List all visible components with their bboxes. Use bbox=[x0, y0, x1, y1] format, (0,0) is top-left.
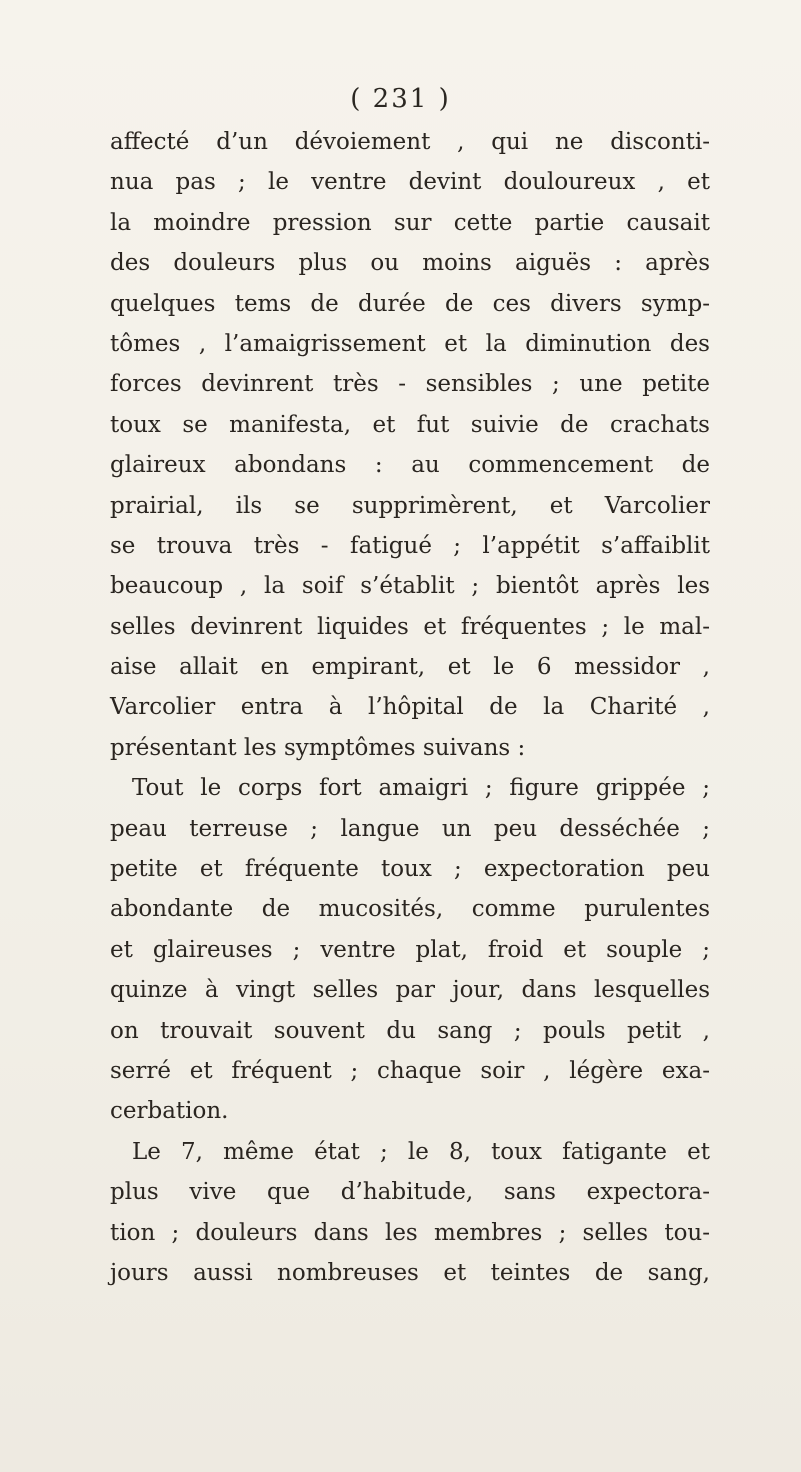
text-line: glaireux abondans : au commencement de bbox=[110, 452, 710, 479]
text-line: petite et fréquente toux ; expectoration peu bbox=[110, 856, 710, 883]
text-line: quinze à vingt selles par jour, dans lesquelles bbox=[110, 977, 710, 1004]
text-line: Tout le corps fort amaigri ; figure grippée ; bbox=[132, 775, 710, 802]
text-line: quelques tems de durée de ces divers symp- bbox=[110, 290, 710, 317]
text-line: se trouva très - fatigué ; l’appétit s’affaiblit bbox=[110, 532, 710, 559]
text-line: cerbation. bbox=[110, 1098, 229, 1125]
text-line: nua pas ; le ventre devint douloureux , et bbox=[110, 169, 710, 196]
text-line: des douleurs plus ou moins aiguës : après bbox=[110, 250, 710, 277]
text-line: jours aussi nombreuses et teintes de sang, bbox=[110, 1259, 710, 1286]
text-line: abondante de mucosités, comme purulentes bbox=[110, 896, 710, 923]
text-line: forces devinrent très - sensibles ; une petite bbox=[110, 371, 710, 398]
body-text bbox=[110, 122, 710, 1293]
text-line: Varcolier entra à l’hôpital de la Charité , bbox=[110, 694, 710, 721]
text-line: présentant les symptômes suivans : bbox=[110, 734, 526, 761]
text-line: toux se manifesta, et fut suivie de crachats bbox=[110, 411, 710, 438]
text-line: beaucoup , la soif s’établit ; bientôt après les bbox=[110, 573, 710, 600]
text-line: tômes , l’amaigrissement et la diminution des bbox=[110, 330, 710, 357]
text-line: et glaireuses ; ventre plat, froid et souple ; bbox=[110, 936, 710, 963]
text-line: affecté d’un dévoiement , qui ne disconti- bbox=[110, 129, 710, 155]
text-line: on trouvait souvent du sang ; pouls petit , bbox=[110, 1017, 710, 1044]
text-line: tion ; douleurs dans les membres ; selles tou- bbox=[110, 1219, 710, 1246]
page-number: ( 231 ) bbox=[350, 84, 451, 114]
text-line: Le 7, même état ; le 8, toux fatigante et bbox=[132, 1138, 710, 1165]
text-line: peau terreuse ; langue un peu desséchée ; bbox=[110, 815, 710, 842]
text-line: serré et fréquent ; chaque soir , légère exa- bbox=[110, 1057, 710, 1084]
text-line: aise allait en empirant, et le 6 messidor , bbox=[110, 654, 710, 681]
text-line: la moindre pression sur cette partie causait bbox=[110, 209, 710, 236]
text-line: selles devinrent liquides et fréquentes ; le mal- bbox=[110, 613, 710, 640]
text-line: plus vive que d’habitude, sans expectora- bbox=[110, 1179, 710, 1206]
text-line: prairial, ils se supprimèrent, et Varcolier bbox=[110, 492, 710, 519]
